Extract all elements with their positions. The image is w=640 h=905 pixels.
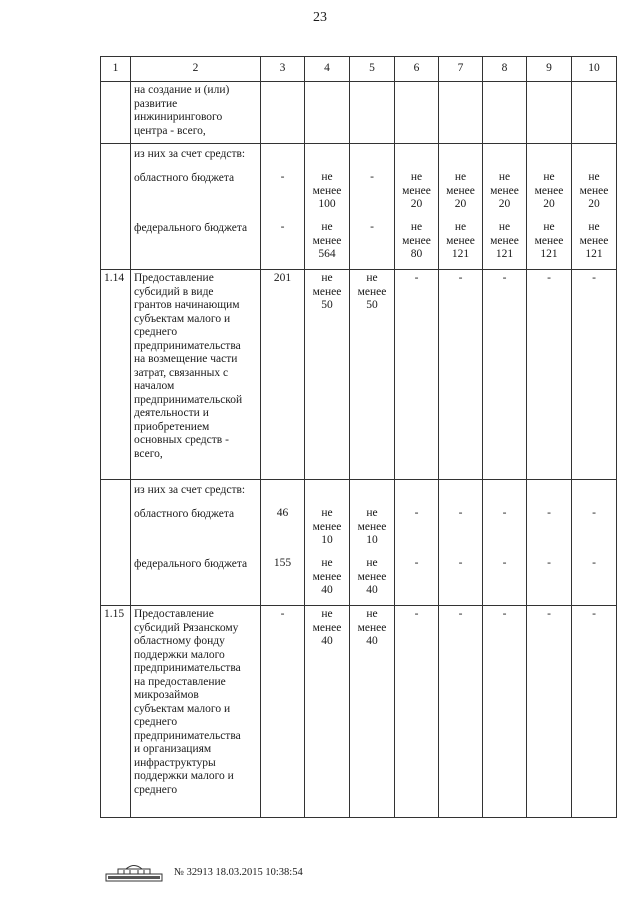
cell-value: 155 (273, 557, 292, 569)
header-cell: 4 (305, 57, 350, 82)
header-cell: 8 (483, 57, 527, 82)
cell-value: не менее 80 (402, 221, 431, 260)
row-number (101, 480, 131, 606)
cell-value: - (370, 221, 374, 233)
header-cell: 1 (101, 57, 131, 82)
cell-value: не менее 40 (357, 557, 387, 596)
table-cell: - (572, 270, 617, 480)
table-cell (261, 144, 305, 270)
cell-value: не менее 564 (312, 221, 342, 260)
line-label: федерального бюджета (134, 221, 248, 234)
table-cell: - (261, 606, 305, 818)
row-description: на создание и (или) развитие инжинирингового центра - всего, (131, 82, 261, 144)
header-cell: 5 (350, 57, 395, 82)
page-number: 23 (313, 10, 327, 25)
cell-value: не менее 10 (312, 507, 342, 546)
table-cell (483, 480, 527, 606)
table-cell (261, 82, 305, 144)
table-cell: не менее 40 (305, 606, 350, 818)
line-label: областного бюджета (134, 171, 235, 184)
cell-value: - (592, 507, 596, 519)
cell-value: не менее 20 (490, 171, 519, 210)
cell-value: - (370, 171, 374, 183)
table-cell (261, 480, 305, 606)
document-number: № 32913 18.03.2015 10:38:54 (174, 866, 303, 878)
table-cell: - (572, 606, 617, 818)
cell-value: не менее 121 (579, 221, 609, 260)
table-cell: - (395, 270, 439, 480)
row-description: Предоставление субсидий Рязанскому областному фонду поддержки малого предпринимательства на предоставление микрозаймов субъектам малого и среднего предпринимательства и организациям инфраструктуры поддержки малого и среднего (131, 606, 261, 818)
row-number (101, 144, 131, 270)
table-row (101, 606, 617, 818)
table-cell (527, 480, 572, 606)
row-description (131, 480, 261, 606)
table-cell: - (439, 270, 483, 480)
header-cell: 7 (439, 57, 483, 82)
table-cell (350, 480, 395, 606)
table-cell: - (395, 606, 439, 818)
row-number: 1.15 (101, 606, 131, 818)
cell-value: не менее 20 (402, 171, 431, 210)
cell-value: - (414, 507, 419, 519)
table-cell: 201 (261, 270, 305, 480)
header-cell: 9 (527, 57, 572, 82)
table-cell: - (527, 606, 572, 818)
table-row (101, 82, 617, 144)
table-cell: - (483, 606, 527, 818)
table-cell (439, 480, 483, 606)
table-cell (305, 144, 350, 270)
row-description: Предоставление субсидий в виде грантов начинающим субъектам малого и среднего предпринимательства на возмещение части затрат, связанных с началом предпринимательской деятельности и приобретением основных средств - всего, (131, 270, 261, 480)
header-row (101, 57, 617, 82)
cell-value: - (414, 557, 419, 569)
cell-value: не менее 121 (490, 221, 519, 260)
line-label: федерального бюджета (134, 557, 248, 570)
table-cell (527, 144, 572, 270)
cell-value: - (280, 171, 285, 183)
table-cell (305, 82, 350, 144)
table-cell (572, 144, 617, 270)
table-cell (439, 144, 483, 270)
data-table (100, 56, 617, 818)
cell-value: - (502, 507, 507, 519)
table-cell (350, 82, 395, 144)
sub-heading: из них за счет средств: (134, 148, 246, 160)
cell-value: не менее 20 (534, 171, 564, 210)
table-cell (395, 144, 439, 270)
cell-value: - (458, 557, 463, 569)
row-description (131, 144, 261, 270)
line-label: областного бюджета (134, 507, 235, 520)
cell-value: - (280, 221, 285, 233)
table-cell (483, 82, 527, 144)
table-cell: не менее 40 (350, 606, 395, 818)
table-cell: - (439, 606, 483, 818)
header-cell: 2 (131, 57, 261, 82)
cell-value: 46 (276, 507, 289, 519)
cell-value: не менее 40 (312, 557, 342, 596)
cell-value: - (502, 557, 507, 569)
table-cell (350, 144, 395, 270)
document-footer (104, 862, 364, 882)
table-cell: не менее 50 (350, 270, 395, 480)
cell-value: - (592, 557, 596, 569)
table-cell (305, 480, 350, 606)
table-cell (572, 480, 617, 606)
row-number: 1.14 (101, 270, 131, 480)
cell-value: - (547, 507, 551, 519)
row-number (101, 82, 131, 144)
cell-value: не менее 121 (534, 221, 564, 260)
table-body (101, 57, 617, 818)
cell-value: - (458, 507, 463, 519)
table-cell: - (527, 270, 572, 480)
table-cell: - (483, 270, 527, 480)
cell-value: не менее 20 (446, 171, 475, 210)
header-cell: 10 (572, 57, 617, 82)
cell-value: не менее 100 (312, 171, 342, 210)
header-cell: 6 (395, 57, 439, 82)
table-cell (483, 144, 527, 270)
sub-heading: из них за счет средств: (134, 484, 246, 496)
header-cell: 3 (261, 57, 305, 82)
table-cell (572, 82, 617, 144)
registry-stamp-icon (104, 862, 168, 882)
cell-value: не менее 10 (357, 507, 387, 546)
cell-value: не менее 121 (446, 221, 475, 260)
cell-value: не менее 20 (579, 171, 609, 210)
table-row (101, 144, 617, 270)
table-row (101, 270, 617, 480)
table-cell: не менее 50 (305, 270, 350, 480)
table-row (101, 480, 617, 606)
cell-value: - (547, 557, 551, 569)
table-cell (395, 82, 439, 144)
table-cell (395, 480, 439, 606)
table-cell (527, 82, 572, 144)
table-cell (439, 82, 483, 144)
